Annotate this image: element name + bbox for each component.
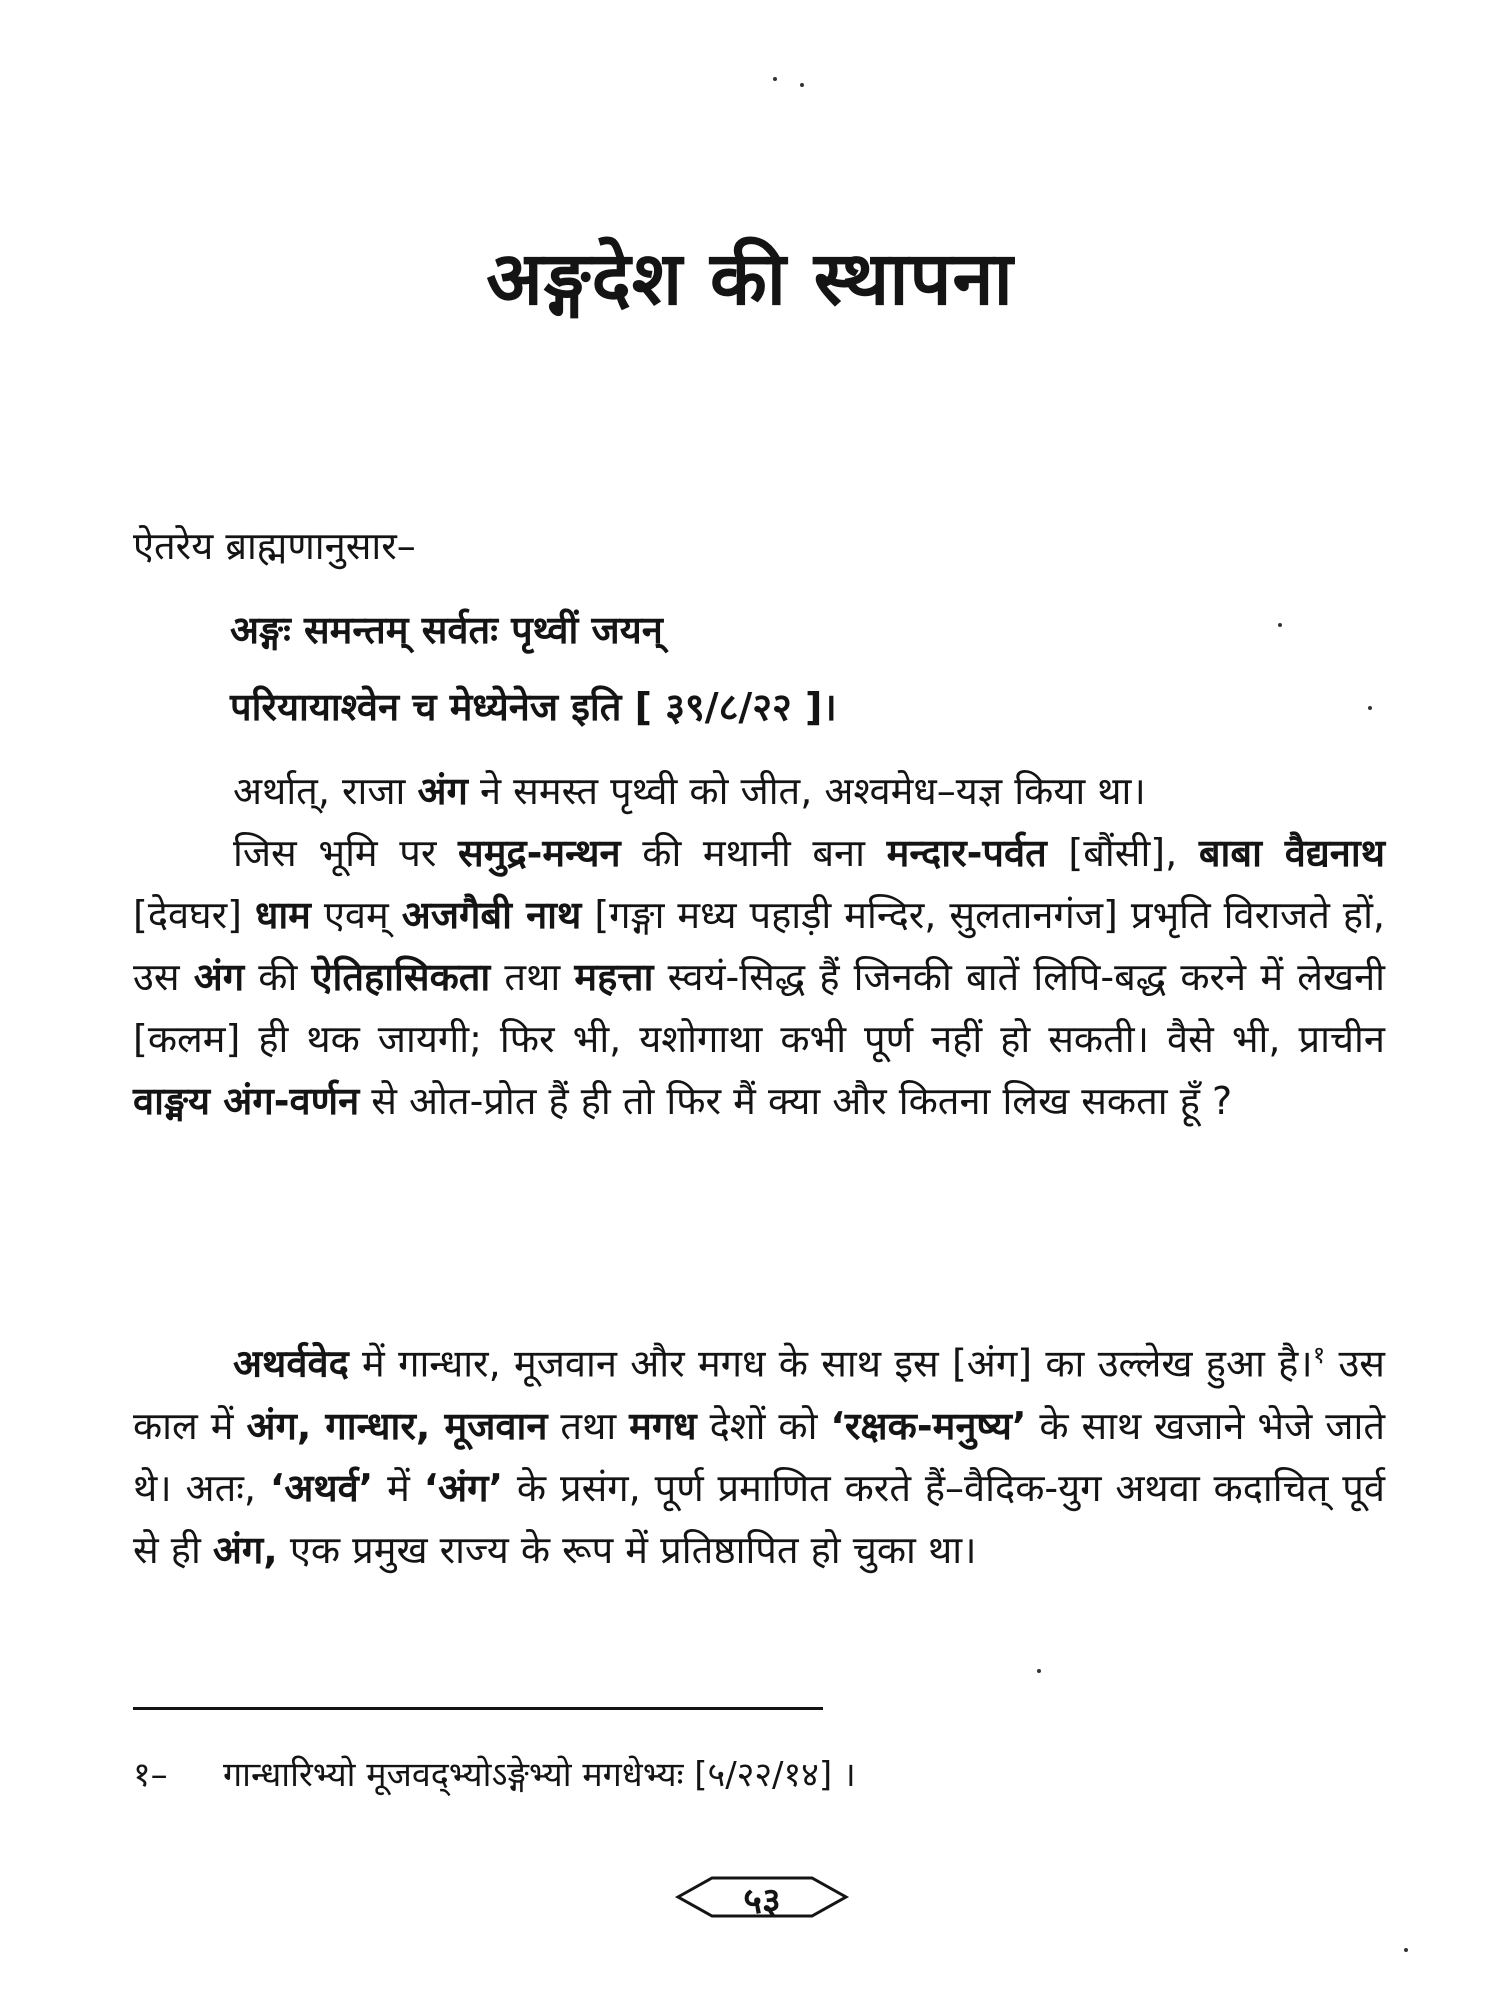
page-number: ५३: [743, 1881, 781, 1922]
footnote: [133, 1750, 856, 1796]
scan-speck: [1037, 1669, 1041, 1673]
scan-speck: [773, 77, 777, 81]
intro-line: ऐतरेय ब्राह्मणानुसार–: [133, 524, 416, 568]
paragraph-1: [133, 760, 1385, 1132]
footnote-number: १–: [133, 1755, 168, 1795]
verse-line-1: अङ्गः समन्तम् सर्वतः पृथ्वीं जयन्: [230, 608, 663, 652]
footnote-marker: १: [1312, 1341, 1326, 1369]
scan-speck: [800, 83, 804, 87]
paragraph-2: [133, 1324, 1385, 1581]
scan-speck: [1278, 623, 1282, 627]
paragraph-2-text: अथर्ववेद में गान्धार, मूजवान और मगध के साथ इस [अंग] का उल्लेख हुआ है।$^१$ उस काल में अंग, गान्धार, मूजवान तथा मगध देशों को ‘रक्षक-मनुष्य’ के साथ खजाने भेजे जाते थे। अतः, ‘अथर्व’ में ‘अंग’ के प्रसंग, पूर्ण प्रमाणित करते हैं–वैदिक-युग अथवा कदाचित् पूर्व से ही अंग, एक प्रमुख राज्य के रूप में प्रतिष्ठापित हो चुका था।: [133, 1341, 1385, 1572]
footnote-text: गान्धारिभ्यो मूजवद्भ्योऽङ्गेभ्यो मगधेभ्यः [५/२२/१४] ।: [223, 1755, 856, 1795]
paragraph-1-sentence-1: अर्थात्, राजा अंग ने समस्त पृथ्वी को जीत, अश्वमेध–यज्ञ किया था।: [233, 769, 1146, 813]
scan-speck: [1404, 1948, 1408, 1952]
verse-line-2: परियायाश्वेन च मेध्येनेज इति [ ३९/८/२२ ]।: [230, 685, 837, 729]
footnote-divider: [133, 1707, 823, 1710]
page-number-badge: [672, 1873, 852, 1921]
scan-speck: [1368, 706, 1372, 710]
page-title: अङ्गदेश की स्थापना: [486, 236, 1014, 322]
paragraph-1-sentence-2: जिस भूमि पर समुद्र-मन्थन की मथानी बना मन्दार-पर्वत [बौंसी], बाबा वैद्यनाथ [देवघर] धाम एवम् अजगैबी नाथ [गङ्गा मध्य पहाड़ी मन्दिर, सुलतानगंज] प्रभृति विराजते हों, उस अंग की ऐतिहासिकता तथा महत्ता स्वयं-सिद्ध हैं जिनकी बातें लिपि-बद्ध करने में लेखनी [कलम] ही थक जायगी; फिर भी, यशोगाथा कभी पूर्ण नहीं हो सकती। वैसे भी, प्राचीन वाङ्मय अंग-वर्णन से ओत-प्रोत हैं ही तो फिर मैं क्या और कितना लिख सकता हूँ ?: [133, 831, 1385, 1123]
